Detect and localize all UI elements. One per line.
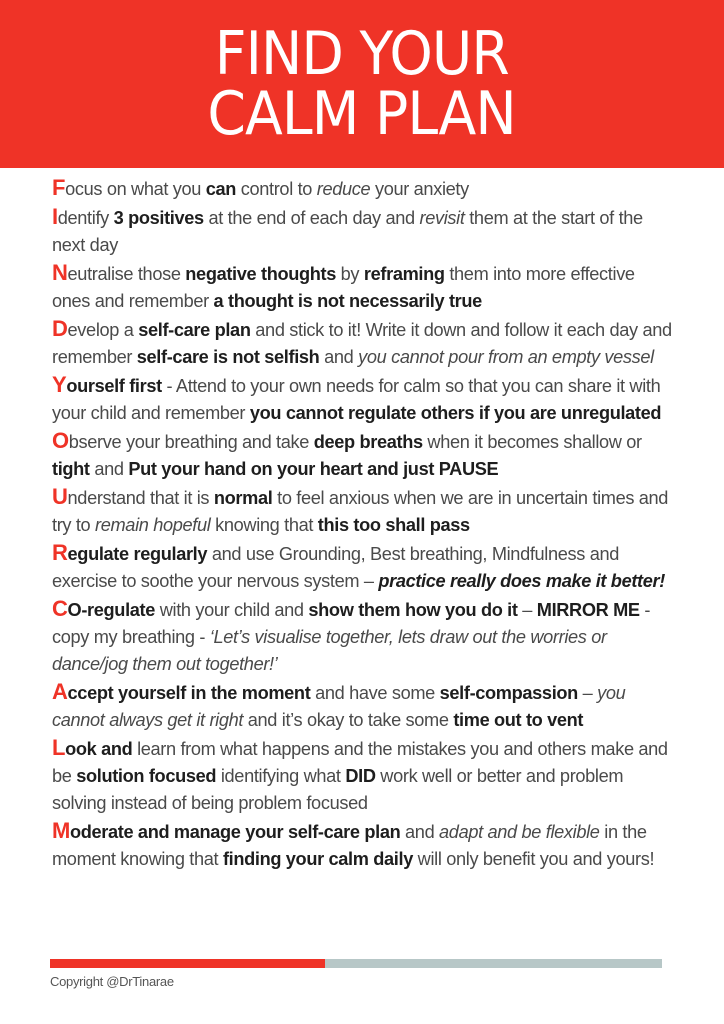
text-segment: negative thoughts bbox=[185, 264, 336, 284]
text-segment: self-compassion bbox=[439, 683, 578, 703]
plan-item bbox=[52, 174, 672, 203]
text-segment: ‘Let’s visualise together, lets draw out the worries or dance/jog them out together!’ bbox=[52, 627, 607, 674]
text-segment: – bbox=[517, 600, 537, 620]
text-segment: ocus on what you bbox=[65, 179, 206, 199]
text-segment: and bbox=[400, 822, 440, 842]
text-segment: - Attend to your own needs for calm so that you can share it with your child and remember bbox=[52, 376, 661, 423]
text-segment: ourself first bbox=[66, 376, 162, 396]
acrostic-initial: M bbox=[52, 818, 70, 843]
text-segment: tight bbox=[52, 459, 90, 479]
acrostic-initial: Y bbox=[52, 372, 67, 397]
footer-bar-gray bbox=[325, 959, 662, 968]
text-segment: can bbox=[205, 179, 237, 199]
text-segment: MIRROR ME bbox=[536, 600, 640, 620]
title-line-1: FIND YOUR bbox=[214, 19, 509, 89]
acrostic-initial: U bbox=[52, 484, 68, 509]
plan-item bbox=[52, 315, 672, 371]
text-segment: a thought is not necessarily true bbox=[213, 291, 482, 311]
text-segment: and stick to it! Write it down and follow it each day and remember bbox=[52, 320, 672, 367]
plan-item bbox=[52, 539, 672, 595]
text-segment: at the end of each day and bbox=[203, 208, 420, 228]
plan-item bbox=[52, 371, 672, 427]
acrostic-initial: O bbox=[52, 428, 69, 453]
text-segment: 3 positives bbox=[113, 208, 204, 228]
text-segment: you cannot regulate others if you are unregulated bbox=[249, 403, 662, 423]
text-segment: evelop a bbox=[67, 320, 139, 340]
text-segment: bserve your breathing and take bbox=[68, 432, 314, 452]
plan-item bbox=[52, 678, 672, 734]
text-segment: and bbox=[89, 459, 129, 479]
text-segment: remain hopeful bbox=[95, 515, 211, 535]
plan-item bbox=[52, 427, 672, 483]
acrostic-initial: A bbox=[52, 679, 68, 704]
text-segment: normal bbox=[213, 488, 273, 508]
text-segment: control to bbox=[236, 179, 317, 199]
text-segment: and use Grounding, Best breathing, Mindfulness and exercise to soothe your nervous system – bbox=[52, 544, 620, 591]
acrostic-initial: L bbox=[52, 735, 66, 760]
plan-item bbox=[52, 203, 672, 259]
text-segment: and bbox=[319, 347, 359, 367]
text-segment: reframing bbox=[363, 264, 445, 284]
text-segment: egulate regularly bbox=[67, 544, 208, 564]
text-segment: and have some bbox=[310, 683, 440, 703]
text-segment: time out to vent bbox=[453, 710, 584, 730]
text-segment: ccept yourself in the moment bbox=[67, 683, 311, 703]
acrostic-initial: I bbox=[52, 204, 58, 229]
text-segment: finding your calm daily bbox=[222, 849, 413, 869]
plan-item bbox=[52, 734, 672, 817]
text-segment: them at the start of the next day bbox=[52, 208, 643, 255]
text-segment: by bbox=[335, 264, 364, 284]
acrostic-initial: R bbox=[52, 540, 68, 565]
text-segment: nderstand that it is bbox=[67, 488, 214, 508]
footer-bar-red bbox=[50, 959, 325, 968]
text-segment: practice really does make it better! bbox=[378, 571, 665, 591]
text-segment: and it’s okay to take some bbox=[243, 710, 454, 730]
text-segment: show them how you do it bbox=[308, 600, 518, 620]
text-segment: oderate and manage your self-care plan bbox=[69, 822, 401, 842]
text-segment: you cannot pour from an empty vessel bbox=[358, 347, 654, 367]
text-segment: adapt and be flexible bbox=[439, 822, 600, 842]
text-segment: work well or better and problem solving instead of being problem focused bbox=[52, 766, 624, 813]
text-segment: identifying what bbox=[216, 766, 346, 786]
text-segment: with your child and bbox=[155, 600, 309, 620]
text-segment: solution focused bbox=[76, 766, 217, 786]
acrostic-initial: F bbox=[52, 175, 66, 200]
text-segment: learn from what happens and the mistakes you and others make and be bbox=[52, 739, 668, 786]
plan-item bbox=[52, 259, 672, 315]
plan-item bbox=[52, 595, 672, 678]
text-segment: them into more effective ones and remember bbox=[52, 264, 635, 311]
acrostic-initial: N bbox=[52, 260, 68, 285]
text-segment: – bbox=[577, 683, 598, 703]
title-line-2: CALM PLAN bbox=[207, 79, 517, 149]
title-banner bbox=[0, 0, 724, 168]
plan-list bbox=[52, 174, 672, 873]
text-segment: deep breaths bbox=[313, 432, 423, 452]
text-segment: O-regulate bbox=[67, 600, 156, 620]
text-segment: you cannot always get it right bbox=[52, 683, 626, 730]
plan-item bbox=[52, 817, 672, 873]
text-segment: reduce bbox=[316, 179, 371, 199]
text-segment: self-care is not selfish bbox=[136, 347, 320, 367]
text-segment: knowing that bbox=[210, 515, 318, 535]
text-segment: Put your hand on your heart and just PAUSE bbox=[128, 459, 499, 479]
text-segment: eutralise those bbox=[67, 264, 186, 284]
plan-item bbox=[52, 483, 672, 539]
copyright-text: Copyright @DrTinarae bbox=[50, 974, 174, 989]
text-segment: self-care plan bbox=[138, 320, 251, 340]
text-segment: revisit bbox=[419, 208, 465, 228]
text-segment: ook and bbox=[65, 739, 133, 759]
text-segment: to feel anxious when we are in uncertain times and try to bbox=[52, 488, 669, 535]
text-segment: DID bbox=[345, 766, 376, 786]
acrostic-initial: C bbox=[52, 596, 68, 621]
text-segment: will only benefit you and yours! bbox=[412, 849, 655, 869]
text-segment: in the moment knowing that bbox=[52, 822, 647, 869]
text-segment: dentify bbox=[57, 208, 114, 228]
text-segment: your anxiety bbox=[370, 179, 469, 199]
text-segment: this too shall pass bbox=[317, 515, 470, 535]
text-segment: when it becomes shallow or bbox=[422, 432, 642, 452]
acrostic-initial: D bbox=[52, 316, 68, 341]
text-segment: - copy my breathing - bbox=[52, 600, 651, 647]
